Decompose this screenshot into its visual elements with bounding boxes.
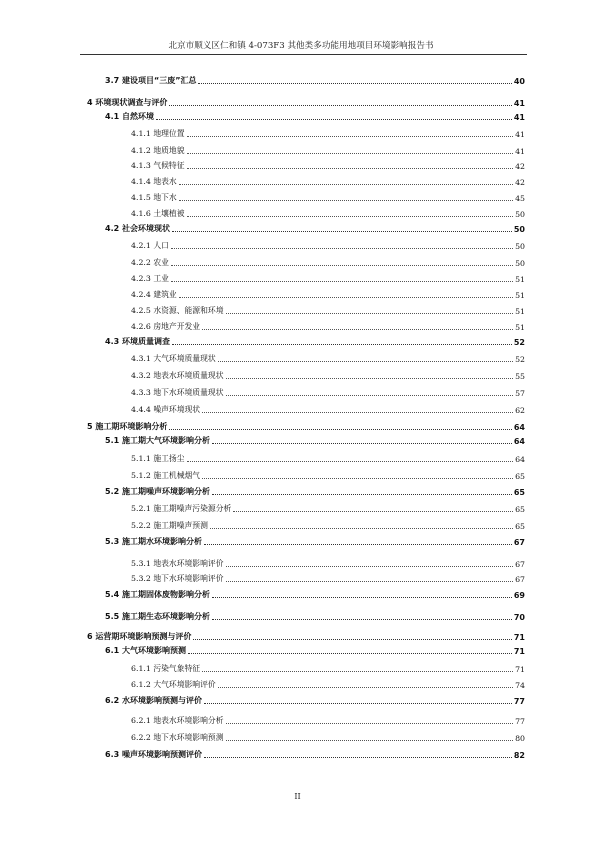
toc-entry-page-number: 51 [515,307,525,316]
toc-entry[interactable] [131,173,525,187]
toc-entry-title: 4.4.4 噪声环境现状 [131,405,201,414]
toc-dot-leader [156,119,512,120]
toc-entry[interactable] [131,517,525,531]
toc-entry-title: 5.2.2 施工期噪声预测 [131,521,208,530]
toc-entry-page-number: 62 [515,406,525,415]
toc-entry[interactable] [131,254,525,268]
toc-entry-page-number: 65 [513,488,525,497]
toc-entry[interactable] [105,72,525,86]
toc-entry-page-number: 77 [515,717,525,726]
toc-entry[interactable] [131,205,525,219]
toc-entry[interactable] [105,608,525,622]
toc-dot-leader [226,395,514,396]
toc-entry-title: 4.1.5 地下水 [131,193,177,202]
toc-dot-leader [171,281,513,282]
toc-entry-page-number: 77 [513,697,525,706]
toc-entry-page-number: 52 [515,355,525,364]
toc-entry[interactable] [131,189,525,203]
toc-entry[interactable] [131,286,525,300]
toc-entry-page-number: 50 [515,210,525,219]
toc-entry-page-number: 51 [515,275,525,284]
toc-entry[interactable] [131,676,525,690]
toc-dot-leader [204,757,512,758]
toc-dot-leader [212,494,512,495]
toc-entry[interactable] [131,142,525,156]
toc-entry-title: 4.3.3 地下水环境质量现状 [131,388,224,397]
toc-entry-page-number: 71 [513,633,525,642]
toc-dot-leader [172,344,512,345]
toc-entry[interactable] [87,94,525,108]
toc-dot-leader [218,687,513,688]
toc-entry-page-number: 51 [515,323,525,332]
toc-entry-page-number: 40 [513,77,525,86]
toc-entry-page-number: 55 [515,372,525,381]
toc-dot-leader [233,511,513,512]
page-number: II [294,792,301,801]
toc-entry-page-number: 71 [513,647,525,656]
toc-entry[interactable] [131,237,525,251]
toc-entry-page-number: 42 [515,162,525,171]
toc-entry-title: 5.2.1 施工期噪声污染源分析 [131,504,232,513]
running-header: 北京市顺义区仁和镇 4-073F3 其他类多功能用地项目环境影响报告书 [168,41,434,51]
toc-entry-page-number: 65 [515,472,525,481]
toc-entry[interactable] [105,432,525,446]
toc-entry-title: 4.2.4 建筑业 [131,290,177,299]
toc-entry-page-number: 41 [513,99,525,108]
toc-entry-page-number: 67 [515,575,525,584]
toc-dot-leader [179,184,513,185]
toc-entry-page-number: 45 [515,194,525,203]
toc-entry-title: 4.2 社会环境现状 [105,224,170,233]
toc-dot-leader [226,740,514,741]
toc-dot-leader [210,528,513,529]
toc-entry-title: 4.3 环境质量调查 [105,337,170,346]
toc-entry-title: 4.2.3 工业 [131,274,169,283]
toc-entry-page-number: 42 [515,178,525,187]
toc-entry[interactable] [131,467,525,481]
toc-entry-title: 4.2.1 人口 [131,241,169,250]
toc-entry-title: 5.1.2 施工机械烟气 [131,471,201,480]
toc-entry[interactable] [105,642,525,656]
toc-entry-page-number: 41 [515,147,525,156]
toc-entry-title: 4.2.2 农业 [131,258,169,267]
toc-entry-title: 4.1.4 地表水 [131,177,177,186]
toc-entry-page-number: 64 [515,455,525,464]
toc-entry-title: 4.1.1 地理位置 [131,129,185,138]
toc-entry-page-number: 51 [515,291,525,300]
toc-entry-title: 5.5 施工期生态环境影响分析 [105,612,210,621]
toc-entry-title: 5 施工期环境影响分析 [87,422,168,431]
toc-entry-title: 4.3.2 地表水环境质量现状 [131,371,224,380]
toc-entry-title: 4.1.3 气候特征 [131,161,185,170]
toc-entry-title: 5.3.2 地下水环境影响评价 [131,574,224,583]
toc-dot-leader [218,361,513,362]
toc-entry[interactable] [131,302,525,316]
toc-entry-page-number: 80 [515,734,525,743]
toc-entry-title: 3.7 建设项目“三废”汇总 [105,76,197,85]
toc-dot-leader [187,461,514,462]
toc-entry-title: 4.2.5 水资源、能源和环境 [131,306,224,315]
toc-dot-leader [179,297,513,298]
toc-entry[interactable] [131,712,525,726]
toc-entry-title: 6.2.2 地下水环境影响预测 [131,733,224,742]
toc-entry[interactable] [105,586,525,600]
toc-dot-leader [169,105,512,106]
toc-entry[interactable] [131,270,525,284]
toc-entry-page-number: 41 [513,113,525,122]
toc-entry-title: 4 环境现状调查与评价 [87,98,168,107]
toc-entry[interactable] [131,450,525,464]
toc-entry[interactable] [105,533,525,547]
toc-entry-page-number: 64 [513,423,525,432]
toc-entry-page-number: 74 [515,681,525,690]
toc-entry-title: 5.1 施工期大气环境影响分析 [105,436,210,445]
toc-dot-leader [187,153,514,154]
toc-dot-leader [171,265,513,266]
toc-dot-leader [188,653,512,654]
toc-entry-page-number: 65 [515,505,525,514]
toc-entry-title: 6.1 大气环境影响预测 [105,646,186,655]
toc-entry[interactable] [105,746,525,760]
toc-entry-title: 4.1.6 土壤植被 [131,209,185,218]
toc-entry-page-number: 69 [513,591,525,600]
toc-entry[interactable] [131,500,525,514]
toc-dot-leader [187,136,514,137]
toc-dot-leader [202,329,513,330]
toc-dot-leader [169,429,512,430]
toc-entry-title: 4.1.2 地质地貌 [131,146,185,155]
toc-entry-title: 4.1 自然环境 [105,112,154,121]
toc-entry-page-number: 57 [515,389,525,398]
toc-entry[interactable] [131,401,525,415]
toc-dot-leader [226,313,514,314]
toc-entry[interactable] [131,125,525,139]
toc-dot-leader [202,671,513,672]
toc-dot-leader [204,703,512,704]
toc-dot-leader [202,478,513,479]
toc-entry[interactable] [131,570,525,584]
toc-entry[interactable] [131,555,525,569]
toc-entry-title: 5.3.1 地表水环境影响评价 [131,559,224,568]
toc-dot-leader [179,200,513,201]
toc-entry-title: 6.2.1 地表水环境影响分析 [131,716,224,725]
toc-entry-page-number: 71 [515,665,525,674]
toc-entry[interactable] [131,318,525,332]
toc-entry[interactable] [105,333,525,347]
toc-dot-leader [226,378,514,379]
toc-dot-leader [202,412,513,413]
toc-dot-leader [198,83,511,84]
toc-entry[interactable] [131,157,525,171]
toc-dot-leader [187,216,514,217]
toc-dot-leader [226,566,514,567]
toc-dot-leader [171,248,513,249]
toc-entry[interactable] [105,220,525,234]
toc-entry-page-number: 82 [513,751,525,760]
toc-entry[interactable] [131,350,525,364]
toc-entry[interactable] [131,384,525,398]
toc-entry-page-number: 67 [515,560,525,569]
toc-entry-page-number: 50 [515,242,525,251]
toc-entry-page-number: 70 [513,613,525,622]
toc-entry-title: 6 运营期环境影响预测与评价 [87,632,192,641]
toc-entry[interactable] [87,418,525,432]
toc-dot-leader [212,597,512,598]
toc-entry[interactable] [105,108,525,122]
toc-entry-title: 6.2 水环境影响预测与评价 [105,696,202,705]
toc-dot-leader [226,581,514,582]
toc-entry-page-number: 52 [513,338,525,347]
toc-entry-title: 5.3 施工期水环境影响分析 [105,537,202,546]
toc-entry-page-number: 50 [513,225,525,234]
toc-entry-title: 4.2.6 房地产开发业 [131,322,201,331]
toc-dot-leader [226,723,514,724]
toc-entry-title: 5.4 施工期固体废物影响分析 [105,590,210,599]
toc-entry-title: 4.3.1 大气环境质量现状 [131,354,216,363]
toc-entry[interactable] [131,729,525,743]
toc-dot-leader [212,443,512,444]
toc-entry-title: 5.1.1 施工扬尘 [131,454,185,463]
toc-entry-page-number: 67 [513,538,525,547]
toc-entry-title: 6.1.2 大气环境影响评价 [131,680,216,689]
toc-entry[interactable] [131,660,525,674]
toc-entry-page-number: 41 [515,130,525,139]
toc-entry-title: 6.1.1 污染气象特征 [131,664,201,673]
toc-entry[interactable] [105,483,525,497]
toc-dot-leader [172,231,512,232]
toc-dot-leader [187,168,514,169]
toc-entry-title: 5.2 施工期噪声环境影响分析 [105,487,210,496]
toc-entry-title: 6.3 噪声环境影响预测评价 [105,750,202,759]
toc-entry[interactable] [131,367,525,381]
toc-entry[interactable] [105,692,525,706]
toc-entry-page-number: 50 [515,259,525,268]
toc-entry-page-number: 64 [513,437,525,446]
toc-entry-page-number: 65 [515,522,525,531]
toc-entry[interactable] [87,628,525,642]
toc-dot-leader [212,619,512,620]
toc-dot-leader [204,544,512,545]
toc-dot-leader [193,639,512,640]
